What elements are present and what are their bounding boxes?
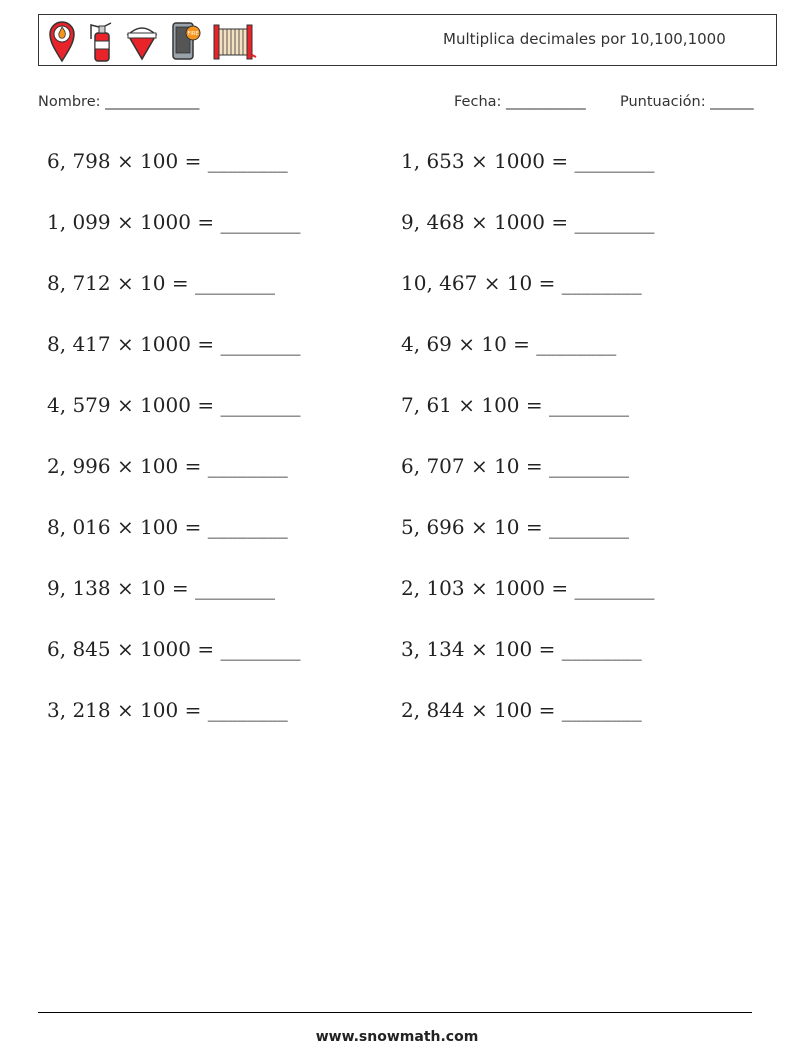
problem-right-3: 10, 467 × 10 = ________: [401, 271, 642, 295]
fire-hose-reel-icon: [211, 19, 257, 63]
problem-right-5: 7, 61 × 100 = ________: [401, 393, 630, 417]
problem-left-2: 1, 099 × 1000 = ________: [47, 210, 301, 234]
problem-left-9: 6, 845 × 1000 = ________: [47, 637, 301, 661]
problem-left-6: 2, 996 × 100 = ________: [47, 454, 288, 478]
problem-left-5: 4, 579 × 1000 = ________: [47, 393, 301, 417]
problem-right-7: 5, 696 × 10 = ________: [401, 515, 630, 539]
svg-text:FIRE: FIRE: [187, 31, 199, 37]
problem-right-10: 2, 844 × 100 = ________: [401, 698, 642, 722]
header-icons: [47, 19, 257, 63]
fire-location-pin-icon: [47, 19, 77, 63]
worksheet-title: Multiplica decimales por 10,100,1000: [443, 30, 726, 48]
problem-left-3: 8, 712 × 10 = ________: [47, 271, 276, 295]
problem-left-7: 8, 016 × 100 = ________: [47, 515, 288, 539]
score-field: Puntuación: ______: [620, 94, 754, 110]
problem-left-1: 6, 798 × 100 = ________: [47, 149, 288, 173]
problem-right-8: 2, 103 × 1000 = ________: [401, 576, 655, 600]
problem-left-10: 3, 218 × 100 = ________: [47, 698, 288, 722]
footer-divider: [38, 1012, 752, 1013]
worksheet-header: [38, 14, 777, 66]
fire-extinguisher-icon: [87, 19, 115, 63]
footer-url[interactable]: www.snowmath.com: [315, 1029, 479, 1045]
fire-alert-phone-icon: [169, 19, 201, 63]
problem-right-1: 1, 653 × 1000 = ________: [401, 149, 655, 173]
problem-right-9: 3, 134 × 100 = ________: [401, 637, 642, 661]
problem-right-6: 6, 707 × 10 = ________: [401, 454, 630, 478]
problem-left-8: 9, 138 × 10 = ________: [47, 576, 276, 600]
problem-left-4: 8, 417 × 1000 = ________: [47, 332, 301, 356]
problem-right-2: 9, 468 × 1000 = ________: [401, 210, 655, 234]
problem-right-4: 4, 69 × 10 = ________: [401, 332, 617, 356]
date-field: Fecha: ___________: [454, 94, 586, 110]
name-field: Nombre: _____________: [38, 94, 200, 110]
fire-bucket-icon: [125, 19, 159, 63]
